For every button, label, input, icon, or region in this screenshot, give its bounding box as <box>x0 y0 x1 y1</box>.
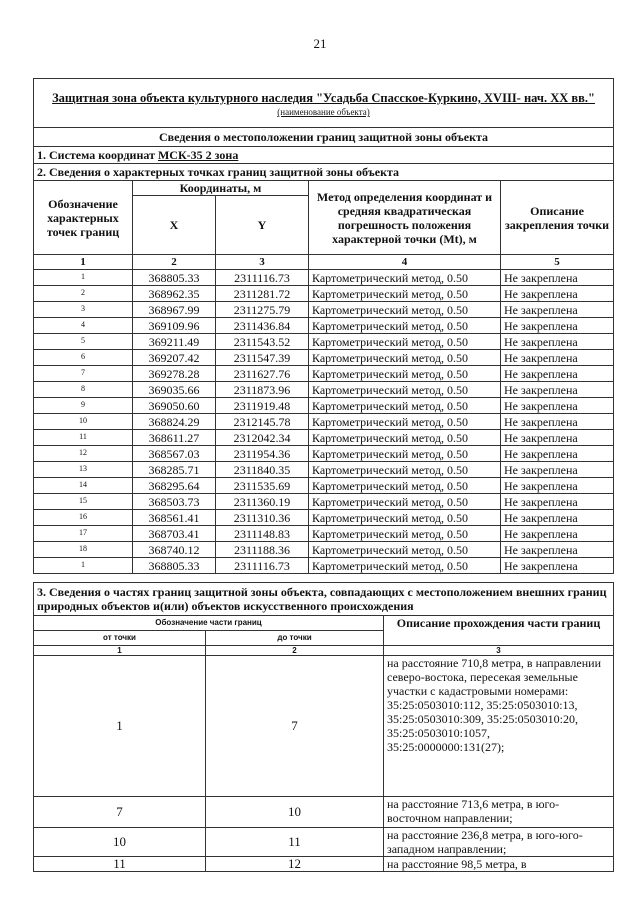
x-coordinate: 368962.35 <box>133 286 216 302</box>
fixing-description: Не закреплена <box>501 302 614 318</box>
y-coordinate: 2311148.83 <box>216 526 309 542</box>
point-number: 18 <box>34 542 133 558</box>
table-row <box>34 542 614 558</box>
method: Картометрический метод, 0.50 <box>309 398 501 414</box>
table-row <box>34 558 614 574</box>
table-row <box>34 526 614 542</box>
page-number: 21 <box>313 36 327 51</box>
y-coordinate: 2311840.35 <box>216 462 309 478</box>
to-point: 7 <box>206 656 384 797</box>
point-number: 11 <box>34 430 133 446</box>
table-row <box>34 350 614 366</box>
point-number: 9 <box>34 398 133 414</box>
y-coordinate: 2311116.73 <box>216 558 309 574</box>
fixing-description: Не закреплена <box>501 494 614 510</box>
x-coordinate: 368805.33 <box>133 270 216 286</box>
boundary-points-table <box>33 78 614 574</box>
method: Картометрический метод, 0.50 <box>309 494 501 510</box>
fixing-description: Не закреплена <box>501 478 614 494</box>
point-number: 12 <box>34 446 133 462</box>
table-row <box>34 857 614 872</box>
fixing-description: Не закреплена <box>501 430 614 446</box>
fixing-description: Не закреплена <box>501 542 614 558</box>
header-from: от точки <box>34 631 206 646</box>
to-point: 12 <box>206 857 384 872</box>
y-coordinate: 2311627.76 <box>216 366 309 382</box>
x-coordinate: 368740.12 <box>133 542 216 558</box>
x-coordinate: 368703.41 <box>133 526 216 542</box>
table-row <box>34 286 614 302</box>
method: Картометрический метод, 0.50 <box>309 318 501 334</box>
point-number: 2 <box>34 286 133 302</box>
x-coordinate: 369207.42 <box>133 350 216 366</box>
y-coordinate: 2311436.84 <box>216 318 309 334</box>
to-point: 10 <box>206 797 384 828</box>
x-coordinate: 368824.29 <box>133 414 216 430</box>
points-title: 2. Сведения о характерных точках границ защитной зоны объекта <box>34 164 614 181</box>
coord-system-label: 1. Система координат <box>37 148 155 162</box>
method: Картометрический метод, 0.50 <box>309 430 501 446</box>
method: Картометрический метод, 0.50 <box>309 526 501 542</box>
point-number: 5 <box>34 334 133 350</box>
method: Картометрический метод, 0.50 <box>309 286 501 302</box>
header-designation: Обозначение характерных точек границ <box>34 181 133 255</box>
method: Картометрический метод, 0.50 <box>309 478 501 494</box>
method: Картометрический метод, 0.50 <box>309 558 501 574</box>
x-coordinate: 368295.64 <box>133 478 216 494</box>
table-row <box>34 656 614 797</box>
table-row <box>34 462 614 478</box>
method: Картометрический метод, 0.50 <box>309 446 501 462</box>
fixing-description: Не закреплена <box>501 334 614 350</box>
method: Картометрический метод, 0.50 <box>309 462 501 478</box>
table-row <box>34 478 614 494</box>
parts-title: 3. Сведения о частях границ защитной зоны объекта, совпадающих с местоположением внешних границ природных объектов и(или) объектов искусственного происхождения <box>34 583 614 616</box>
x-coordinate: 368285.71 <box>133 462 216 478</box>
column-number: 5 <box>501 255 614 270</box>
table-row <box>34 494 614 510</box>
x-coordinate: 369050.60 <box>133 398 216 414</box>
y-coordinate: 2311116.73 <box>216 270 309 286</box>
table-row <box>34 446 614 462</box>
y-coordinate: 2311360.19 <box>216 494 309 510</box>
header-method: Метод определения координат и средняя квадратическая погрешность положения характерной точки (Mt), м <box>309 181 501 255</box>
table-row <box>34 414 614 430</box>
table-row <box>34 270 614 286</box>
point-number: 7 <box>34 366 133 382</box>
object-title-cell <box>34 79 614 128</box>
x-coordinate: 369109.96 <box>133 318 216 334</box>
y-coordinate: 2311275.79 <box>216 302 309 318</box>
column-number: 3 <box>384 646 614 656</box>
object-title: Защитная зона объекта культурного наследия "Усадьба Спасское-Куркино, XVIII- нач. XX вв." <box>52 91 595 105</box>
point-number: 14 <box>34 478 133 494</box>
x-coordinate: 368503.73 <box>133 494 216 510</box>
point-number: 1 <box>34 270 133 286</box>
y-coordinate: 2311543.52 <box>216 334 309 350</box>
fixing-description: Не закреплена <box>501 414 614 430</box>
coord-system-value: МСК-35 2 зона <box>157 148 239 162</box>
table-row <box>34 334 614 350</box>
table-row <box>34 398 614 414</box>
y-coordinate: 2312145.78 <box>216 414 309 430</box>
header-part-designation: Обозначение части границ <box>34 616 384 631</box>
fixing-description: Не закреплена <box>501 270 614 286</box>
fixing-description: Не закреплена <box>501 558 614 574</box>
header-part-desc: Описание прохождения части границ <box>384 616 614 646</box>
to-point: 11 <box>206 828 384 857</box>
point-number: 15 <box>34 494 133 510</box>
method: Картометрический метод, 0.50 <box>309 542 501 558</box>
method: Картометрический метод, 0.50 <box>309 350 501 366</box>
from-point: 7 <box>34 797 206 828</box>
y-coordinate: 2311310.36 <box>216 510 309 526</box>
from-point: 1 <box>34 656 206 797</box>
from-point: 10 <box>34 828 206 857</box>
table-row <box>34 382 614 398</box>
fixing-description: Не закреплена <box>501 366 614 382</box>
x-coordinate: 369211.49 <box>133 334 216 350</box>
column-number: 2 <box>206 646 384 656</box>
method: Картометрический метод, 0.50 <box>309 510 501 526</box>
x-coordinate: 368967.99 <box>133 302 216 318</box>
header-fixing: Описание закрепления точки <box>501 181 614 255</box>
method: Картометрический метод, 0.50 <box>309 382 501 398</box>
method: Картометрический метод, 0.50 <box>309 302 501 318</box>
coord-system <box>34 147 614 164</box>
header-y: Y <box>216 196 309 255</box>
fixing-description: Не закреплена <box>501 398 614 414</box>
table-row <box>34 828 614 857</box>
table-row <box>34 510 614 526</box>
point-number: 13 <box>34 462 133 478</box>
point-number: 8 <box>34 382 133 398</box>
point-number: 6 <box>34 350 133 366</box>
table-row <box>34 797 614 828</box>
method: Картометрический метод, 0.50 <box>309 334 501 350</box>
fixing-description: Не закреплена <box>501 446 614 462</box>
point-number: 16 <box>34 510 133 526</box>
y-coordinate: 2311954.36 <box>216 446 309 462</box>
part-description: на расстояние 98,5 метра, в <box>384 857 614 872</box>
fixing-description: Не закреплена <box>501 382 614 398</box>
fixing-description: Не закреплена <box>501 286 614 302</box>
method: Картометрический метод, 0.50 <box>309 366 501 382</box>
x-coordinate: 368611.27 <box>133 430 216 446</box>
section-title: Сведения о местоположении границ защитной зоны объекта <box>34 128 614 147</box>
column-number: 1 <box>34 255 133 270</box>
table-row <box>34 318 614 334</box>
header-to: до точки <box>206 631 384 646</box>
method: Картометрический метод, 0.50 <box>309 414 501 430</box>
object-caption: (наименование объекта) <box>277 107 370 117</box>
boundary-parts-table <box>33 582 614 872</box>
y-coordinate: 2311873.96 <box>216 382 309 398</box>
method: Картометрический метод, 0.50 <box>309 270 501 286</box>
y-coordinate: 2311547.39 <box>216 350 309 366</box>
table-row <box>34 430 614 446</box>
header-coords: Координаты, м <box>133 181 309 196</box>
y-coordinate: 2311281.72 <box>216 286 309 302</box>
x-coordinate: 368805.33 <box>133 558 216 574</box>
fixing-description: Не закреплена <box>501 462 614 478</box>
point-number: 4 <box>34 318 133 334</box>
point-number: 1 <box>34 558 133 574</box>
part-description: на расстояние 236,8 метра, в юго-юго-западном направлении; <box>384 828 614 857</box>
column-number: 3 <box>216 255 309 270</box>
x-coordinate: 369278.28 <box>133 366 216 382</box>
x-coordinate: 369035.66 <box>133 382 216 398</box>
table-row <box>34 302 614 318</box>
fixing-description: Не закреплена <box>501 318 614 334</box>
column-number: 1 <box>34 646 206 656</box>
part-description: на расстояние 710,8 метра, в направлении северо-востока, пересекая земельные участки с кадастровыми номерами: 35:25:0503010:112, 35:25:0503010:13, 35:25:0503010:309, 35:25:0503010:20, 35:25:0503010:1057, 35:25:0000000:131(27); <box>384 656 614 797</box>
fixing-description: Не закреплена <box>501 510 614 526</box>
part-description: на расстояние 713,6 метра, в юго-восточном направлении; <box>384 797 614 828</box>
y-coordinate: 2312042.34 <box>216 430 309 446</box>
fixing-description: Не закреплена <box>501 526 614 542</box>
y-coordinate: 2311188.36 <box>216 542 309 558</box>
fixing-description: Не закреплена <box>501 350 614 366</box>
column-number: 4 <box>309 255 501 270</box>
y-coordinate: 2311919.48 <box>216 398 309 414</box>
y-coordinate: 2311535.69 <box>216 478 309 494</box>
from-point: 11 <box>34 857 206 872</box>
point-number: 10 <box>34 414 133 430</box>
point-number: 3 <box>34 302 133 318</box>
x-coordinate: 368561.41 <box>133 510 216 526</box>
x-coordinate: 368567.03 <box>133 446 216 462</box>
point-number: 17 <box>34 526 133 542</box>
header-x: X <box>133 196 216 255</box>
column-number: 2 <box>133 255 216 270</box>
table-row <box>34 366 614 382</box>
